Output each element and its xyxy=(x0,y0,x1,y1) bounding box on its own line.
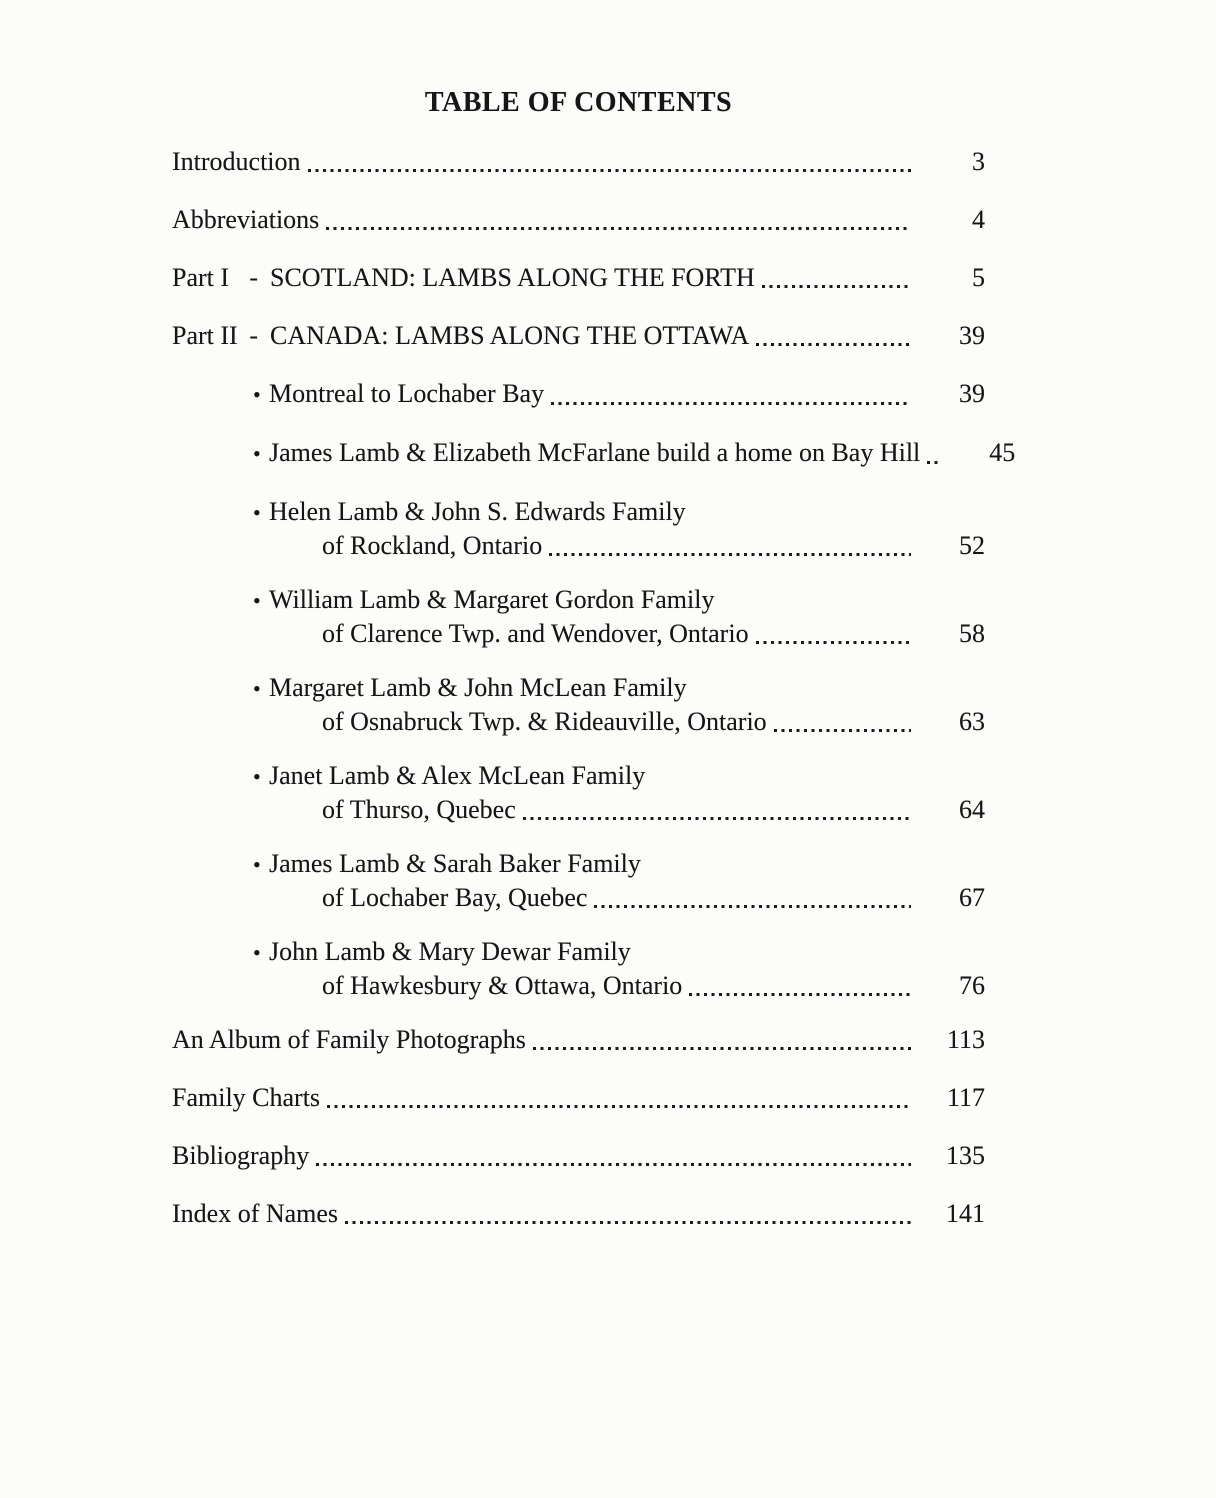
toc-entry-line xyxy=(172,261,985,294)
entry-page-number: 64 xyxy=(959,795,985,824)
entry-label: William Lamb & Margaret Gordon Family xyxy=(269,585,715,614)
entry-sublabel: of Lochaber Bay, Quebec xyxy=(322,883,588,912)
dot-leader xyxy=(762,285,911,288)
toc-entry-line xyxy=(172,1197,985,1230)
toc-entries xyxy=(172,145,1016,1230)
toc-entry-line xyxy=(172,377,985,411)
toc-entry xyxy=(172,203,985,236)
toc-entry xyxy=(172,145,985,178)
entry-label: James Lamb & Elizabeth McFarlane build a home on Bay Hill xyxy=(269,438,921,467)
part-prefix xyxy=(172,261,270,294)
toc-entry-subline xyxy=(172,881,985,914)
dot-leader xyxy=(533,1047,911,1050)
toc-entry-subline xyxy=(172,529,985,562)
toc-entry xyxy=(172,436,1016,470)
entry-page-number: 76 xyxy=(959,971,985,1000)
dot-leader xyxy=(551,402,911,405)
toc-entry-line xyxy=(172,1139,985,1172)
entry-page-number: 117 xyxy=(946,1083,985,1112)
toc-entry-line xyxy=(172,671,985,705)
toc-entry-line xyxy=(172,1081,985,1114)
entry-page-number: 63 xyxy=(959,707,985,736)
bullet-icon: • xyxy=(253,764,261,789)
dot-leader xyxy=(523,817,911,820)
entry-label: CANADA: LAMBS ALONG THE OTTAWA xyxy=(270,321,750,350)
dot-leader xyxy=(345,1221,911,1224)
bullet-icon: • xyxy=(253,676,261,701)
bullet-icon: • xyxy=(253,441,261,466)
toc-entry xyxy=(172,935,985,1002)
entry-page-number: 4 xyxy=(972,205,985,234)
entry-sublabel: of Clarence Twp. and Wendover, Ontario xyxy=(322,619,749,648)
toc-entry-subline xyxy=(172,617,985,650)
toc-entry xyxy=(172,583,985,650)
part-prefix xyxy=(172,319,270,352)
entry-page-number: 3 xyxy=(972,147,985,176)
entry-label: Bibliography xyxy=(172,1141,310,1170)
bullet-icon: • xyxy=(253,382,261,407)
entry-page-number: 5 xyxy=(972,263,985,292)
entry-page-number: 113 xyxy=(946,1025,985,1054)
dot-leader xyxy=(549,553,911,556)
entry-label: Helen Lamb & John S. Edwards Family xyxy=(269,497,686,526)
entry-page-number: 58 xyxy=(959,619,985,648)
entry-page-number: 39 xyxy=(959,379,985,408)
toc-entry xyxy=(172,1023,985,1056)
dot-leader xyxy=(774,729,911,732)
toc-entry-line xyxy=(172,935,985,969)
dot-leader xyxy=(308,169,911,172)
entry-label: SCOTLAND: LAMBS ALONG THE FORTH xyxy=(270,263,755,292)
toc-entry xyxy=(172,1081,985,1114)
part-prefix-text: Part I xyxy=(172,263,230,292)
entry-sublabel: of Thurso, Quebec xyxy=(322,795,516,824)
toc-entry-line xyxy=(172,583,985,617)
entry-page-number: 135 xyxy=(946,1141,985,1170)
dot-leader xyxy=(927,461,941,464)
entry-label: James Lamb & Sarah Baker Family xyxy=(269,849,641,878)
bullet-icon: • xyxy=(253,588,261,613)
toc-entry-line xyxy=(172,436,1016,470)
dot-leader xyxy=(326,227,911,230)
entry-label: Margaret Lamb & John McLean Family xyxy=(269,673,687,702)
entry-label: John Lamb & Mary Dewar Family xyxy=(269,937,631,966)
entry-label: Introduction xyxy=(172,147,301,176)
part-prefix-dash: - xyxy=(249,321,258,350)
entry-label: Janet Lamb & Alex McLean Family xyxy=(269,761,646,790)
toc-entry xyxy=(172,759,985,826)
entry-page-number: 45 xyxy=(989,438,1016,467)
dot-leader xyxy=(689,993,911,996)
dot-leader xyxy=(756,641,911,644)
entry-sublabel: of Rockland, Ontario xyxy=(322,531,543,560)
toc-entry-line xyxy=(172,203,985,236)
toc-entry-line xyxy=(172,847,985,881)
entry-label: Index of Names xyxy=(172,1199,339,1228)
entry-page-number: 39 xyxy=(959,321,985,350)
bullet-icon: • xyxy=(253,940,261,965)
toc-entry-subline xyxy=(172,705,985,738)
bullet-icon: • xyxy=(253,852,261,877)
toc-entry-line xyxy=(172,495,985,529)
dot-leader xyxy=(594,905,911,908)
part-prefix-dash: - xyxy=(249,263,258,292)
toc-entry-subline xyxy=(172,793,985,826)
entry-label: Montreal to Lochaber Bay xyxy=(269,379,545,408)
toc-entry xyxy=(172,847,985,914)
part-prefix-text: Part II xyxy=(172,321,238,350)
dot-leader xyxy=(756,343,911,346)
toc-entry-line xyxy=(172,319,985,352)
toc-entry-line xyxy=(172,1023,985,1056)
entry-label: Family Charts xyxy=(172,1083,321,1112)
entry-label: An Album of Family Photographs xyxy=(172,1025,526,1054)
toc-entry-subline xyxy=(172,969,985,1002)
entry-sublabel: of Osnabruck Twp. & Rideauville, Ontario xyxy=(322,707,767,736)
toc-entry-line xyxy=(172,145,985,178)
toc-entry xyxy=(172,671,985,738)
entry-sublabel: of Hawkesbury & Ottawa, Ontario xyxy=(322,971,683,1000)
entry-page-number: 52 xyxy=(959,531,985,560)
toc-entry xyxy=(172,377,985,411)
toc-entry xyxy=(172,319,985,352)
toc-entry-line xyxy=(172,759,985,793)
bullet-icon: • xyxy=(253,500,261,525)
dot-leader xyxy=(327,1105,911,1108)
page-title: TABLE OF CONTENTS xyxy=(424,87,733,118)
dot-leader xyxy=(316,1163,911,1166)
entry-label: Abbreviations xyxy=(172,205,320,234)
toc-entry xyxy=(172,1139,985,1172)
toc-entry xyxy=(172,495,985,562)
toc-entry xyxy=(172,261,985,294)
entry-page-number: 141 xyxy=(946,1199,985,1228)
entry-page-number: 67 xyxy=(959,883,985,912)
toc-entry xyxy=(172,1197,985,1230)
